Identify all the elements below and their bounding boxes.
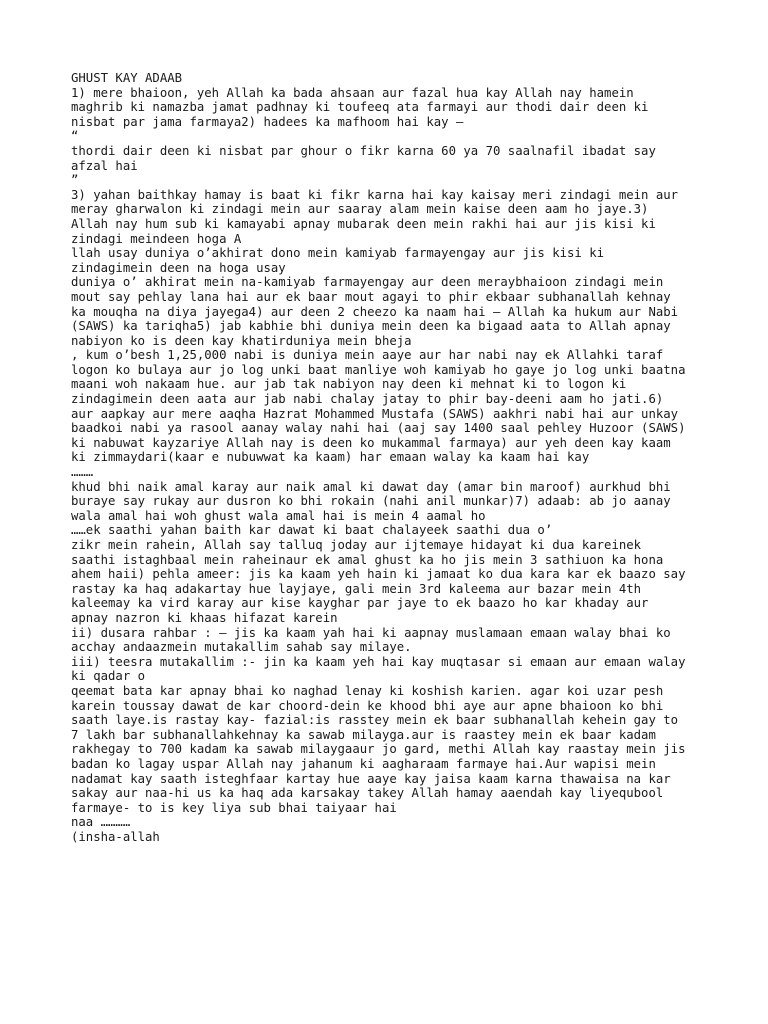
text-line: ……ek saathi yahan baith kar dawat ki baat chalayeek saathi dua o’ — [71, 523, 553, 538]
text-line: iii) teesra mutakallim :- jin ka kaam yeh hai kay muqtasar si emaan aur emaan walay — [71, 654, 686, 669]
text-line: 7 lakh bar subhanallahkehnay ka sawab milayga.aur is raastey mein ek baar kadam — [71, 727, 656, 742]
text-line: saathi istaghbaal mein raheinaur ek amal ghust ka ho jis mein 3 sathiuon ka hona — [71, 552, 664, 567]
text-line: llah usay duniya o’akhirat dono mein kamiyab farmayengay aur jis kisi ki — [71, 246, 605, 261]
text-line: khud bhi naik amal karay aur naik amal ki dawat day (amar bin maroof) aurkhud bhi — [71, 479, 671, 494]
text-line: nisbat par jama farmaya2) hadees ka mafhoom hai kay – — [71, 114, 464, 129]
text-line: nabiyon ko is deen kay khatirduniya mein bheja — [71, 333, 412, 348]
text-line: rakhegay to 700 kadam ka sawab milaygaaur jo gard, methi Allah kay raastay mein jis — [71, 742, 686, 757]
text-line: (SAWS) ka tariqha5) jab kabhie bhi duniya mein deen ka bigaad aata to Allah apnay — [71, 319, 671, 334]
text-line: qeemat bata kar apnay bhai ko naghad lenay ki koshish karien. agar koi uzar pesh — [71, 683, 664, 698]
text-line: ki nabuwat kayzariye Allah nay is deen ko mukammal farmaya) aur yeh deen kay kaam — [71, 435, 671, 450]
document-title: GHUST KAY ADAAB — [71, 71, 183, 85]
text-line: zindagi meindeen hoga A — [71, 231, 242, 246]
text-line: Allah nay hum sub ki kamayabi apnay mubarak deen mein rakhi hai aur jis kisi ki — [71, 216, 656, 231]
text-line: wala amal hai woh ghust wala amal hai is mein 4 aamal ho — [71, 508, 486, 523]
text-line: sakay aur naa-hi us ka haq ada karsakay takey Allah hamay aaendah kay liyequbool — [71, 786, 664, 801]
text-line: meray gharwalon ki zindagi mein aur saaray alam mein kaise deen aam ho jaye.3) — [71, 202, 649, 217]
text-line: apnay nazron ki khaas hifazat karein — [71, 610, 338, 625]
text-line: zikr mein rahein, Allah say talluq joday aur ijtemaye hidayat ki dua kareinek — [71, 538, 642, 552]
text-line: aur aapkay aur mere aaqha Hazrat Mohammed Mustafa (SAWS) aakhri nabi hai aur unkay — [71, 406, 679, 421]
text-line: saath laye.is rastay kay- fazial:is rasstey mein ek baar subhanallah kehein gay to — [71, 713, 679, 728]
text-line: ki zimmaydari(kaar e nubuwwat ka kaam) har emaan walay ka kaam hai kay — [71, 450, 590, 465]
text-line: “ — [71, 129, 79, 144]
text-line: afzal hai — [71, 158, 138, 173]
text-line: 3) yahan baithkay hamay is baat ki fikr karna hai kay kaisay meri zindagi mein aur — [71, 187, 679, 202]
text-line: zindagimein deen aata aur jab nabi chalay jatay to phir bay-deeni aam ho jati.6) — [71, 392, 664, 407]
text-line: ……… — [71, 465, 94, 480]
text-line: (insha-allah — [71, 829, 160, 844]
text-line: thordi dair deen ki nisbat par ghour o fikr karna 60 ya 70 saalnafil ibadat say — [71, 143, 656, 158]
text-line: ki qadar o — [71, 669, 146, 684]
text-line: karein toussay dawat de kar choord-dein ke khood bhi aye aur apne bhaioon ko bhi — [71, 698, 664, 713]
text-line: ” — [71, 173, 79, 188]
text-line: , kum o’besh 1,25,000 nabi is duniya mein aaye aur har nabi nay ek Allahki taraf — [71, 348, 664, 363]
text-line: buraye say rukay aur dusron ko bhi rokain (nahi anil munkar)7) adaab: ab jo aanay — [71, 494, 671, 509]
text-line: logon ko bulaya aur jo log unki baat manliye woh kamiyab ho gaye jo log unki baatna — [71, 362, 686, 377]
text-line: ii) dusara rahbar : – jis ka kaam yah hai ki aapnay muslamaan emaan walay bhai ko — [71, 625, 671, 640]
text-line: 1) mere bhaioon, yeh Allah ka bada ahsaan aur fazal hua kay Allah nay hamein — [71, 85, 634, 100]
text-line: kaleemay ka vird karay aur kise kayghar par jaye to ek baazo ho kar khaday aur — [71, 596, 649, 611]
text-line: ahem haii) pehla ameer: jis ka kaam yeh hain ki jamaat ko dua kara kar ek baazo say — [71, 567, 686, 582]
text-line: ka mouqha na diya jayega4) aur deen 2 cheezo ka naam hai – Allah ka hukum aur Nabi — [71, 304, 679, 319]
text-line: maani woh nakaam hue. aur jab tak nabiyon nay deen ki mehnat ki to logon ki — [71, 377, 627, 392]
text-line: farmaye- to is key liya sub bhai taiyaar hai — [71, 800, 397, 815]
text-line: nadamat kay saath isteghfaar kartay hue aaye kay jaisa kaam karna thawaisa na kar — [71, 771, 671, 786]
text-line: duniya o’ akhirat mein na-kamiyab farmayengay aur deen meraybhaioon zindagi mein — [71, 275, 664, 290]
text-line: baadkoi nabi ya rasool aanay walay nahi hai (aaj say 1400 saal pehley Huzoor (SAWS) — [71, 421, 686, 436]
text-line: mout say pehlay lana hai aur ek baar mout agayi to phir ekbaar subhanallah kehnay — [71, 289, 671, 304]
text-line: naa ………… — [71, 815, 131, 830]
text-line: maghrib ki namazba jamat padhnay ki toufeeq ata farmayi aur thodi dair deen ki — [71, 100, 649, 115]
text-line: acchay andaazmein mutakallim sahab say milaye. — [71, 640, 412, 655]
document-page — [71, 71, 711, 844]
text-line: rastay ka haq adakartay hue layjaye, gali mein 3rd kaleema aur bazar mein 4th — [71, 581, 642, 596]
text-line: zindagimein deen na hoga usay — [71, 260, 286, 275]
text-line: badan ko lagay uspar Allah nay jahanum ki aagharaam farmaye hai.Aur wapisi mein — [71, 756, 656, 771]
